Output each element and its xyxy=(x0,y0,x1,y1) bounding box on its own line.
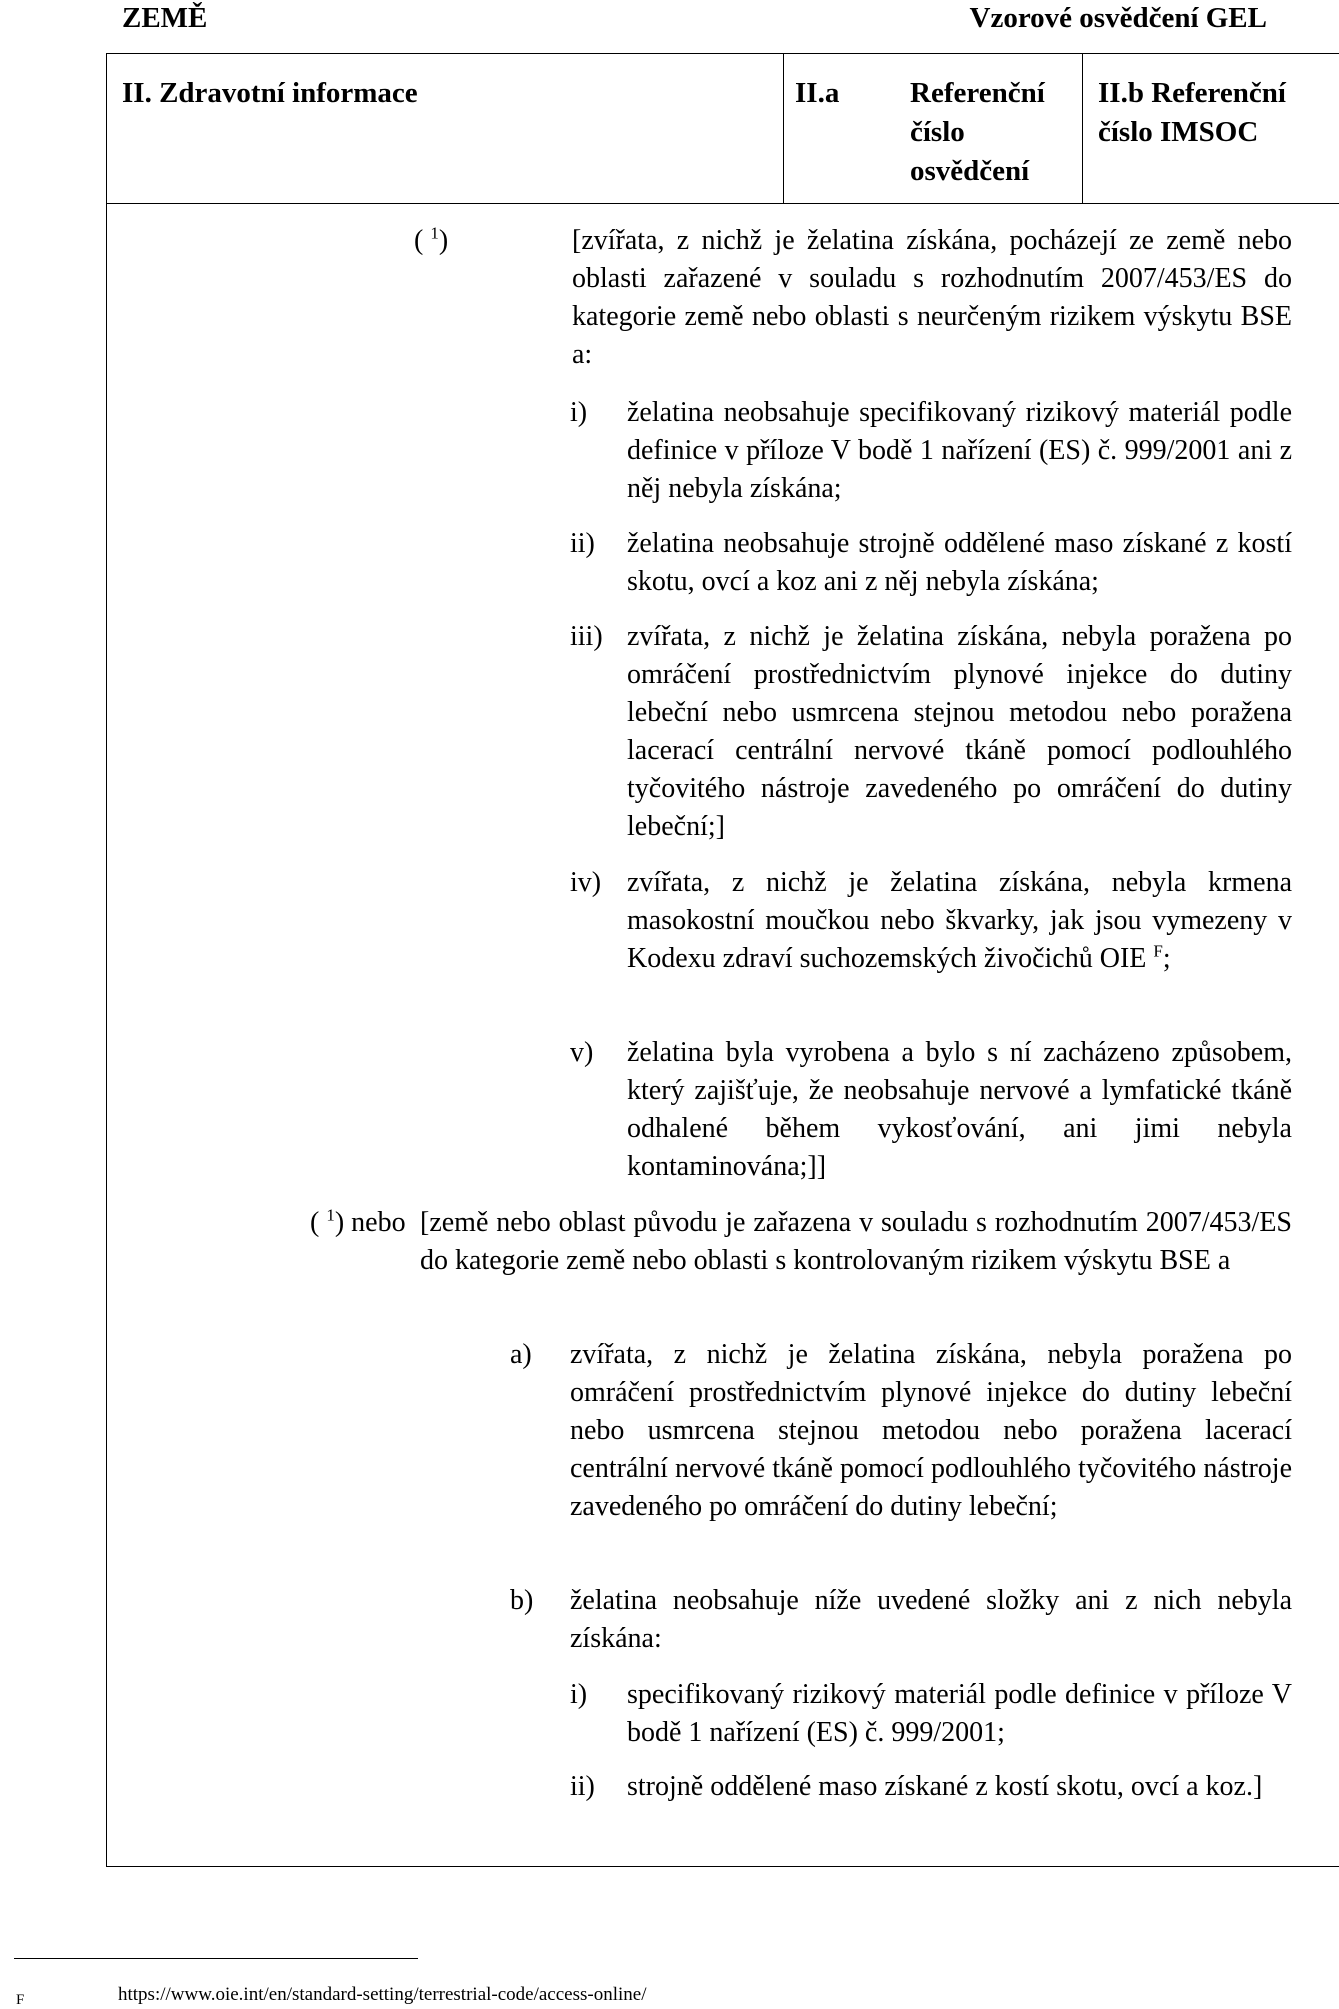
list-number: b) xyxy=(510,1585,534,1616)
table-header-divider xyxy=(106,203,1339,204)
list-item-text: želatina neobsahuje specifikovaný rizikový materiál podle definice v příloze V bodě 1 nařízení (ES) č. 999/2001 ani z něj nebyla získána; xyxy=(627,397,1292,504)
list-item-text: želatina byla vyrobena a bylo s ní zacházeno způsobem, který zajišťuje, že neobsahuje nervové a lymfatické tkáně odhalené během vykosťování, ani jimi nebyla kontaminována;]] xyxy=(627,1037,1292,1182)
footnote-separator xyxy=(14,1958,418,1959)
imsoc-ref-heading: II.b Referenční číslo IMSOC xyxy=(1098,77,1286,148)
list-number: i) xyxy=(570,397,588,428)
section2-intro: [země nebo oblast původu je zařazena v souladu s rozhodnutím 2007/453/ES do kategorie země nebo oblasti s kontrolovaným rizikem výskytu BSE a xyxy=(420,1207,1292,1276)
table-top-border xyxy=(106,53,1339,54)
footnote-link[interactable]: https://www.oie.int/en/standard-setting/terrestrial-code/access-online/ xyxy=(118,1984,647,2005)
list-number: ii) xyxy=(570,528,595,559)
list-item-text: specifikovaný rizikový materiál podle definice v příloze V bodě 1 nařízení (ES) č. 999/2001; xyxy=(627,1679,1292,1748)
option-marker: ( $^1$) nebo xyxy=(310,1205,406,1238)
section1-intro: [zvířata, z nichž je želatina získána, pocházejí ze země nebo oblasti zařazené v souladu s rozhodnutím 2007/453/ES do kategorie země nebo oblasti s neurčeným rizikem výskytu BSE a: xyxy=(572,225,1292,370)
list-number: iv) xyxy=(570,867,602,898)
list-item-text: strojně oddělené maso získané z kostí skotu, ovcí a koz.] xyxy=(627,1771,1263,1802)
list-number: ii) xyxy=(570,1771,595,1802)
ref-number-prefix: II.a xyxy=(795,77,840,109)
list-item-text: želatina neobsahuje níže uvedené složky ani z nich nebyla získána: xyxy=(570,1585,1292,1654)
table-bottom-border xyxy=(106,1866,1339,1867)
list-item-text: želatina neobsahuje strojně oddělené maso získané z kostí skotu, ovcí a koz ani z něj nebyla získána; xyxy=(627,528,1292,597)
health-info-heading: II. Zdravotní informace xyxy=(122,77,418,109)
certificate-title: Vzorové osvědčení GEL xyxy=(969,2,1267,34)
list-item-text: zvířata, z nichž je želatina získána, nebyla poražena po omráčení prostřednictvím plynové injekce do dutiny lebeční nebo usmrcena stejnou metodou nebo poražena lacerací centrální nervové tkáně pomocí podlouhlého tyčovitého nástroje zavedeného po omráčení do dutiny lebeční; xyxy=(570,1339,1292,1522)
option-marker: ( $^1$) xyxy=(414,223,449,256)
list-number: i) xyxy=(570,1679,588,1710)
country-label: ZEMĚ xyxy=(122,2,208,34)
footnote-mark: F xyxy=(16,1992,25,2008)
list-item-text: zvířata, z nichž je želatina získána, nebyla krmena masokostní moučkou nebo škvarky, jak jsou vymezeny v Kodexu zdraví suchozemských živočichů OIE $^F$; xyxy=(627,867,1292,974)
list-item-text: zvířata, z nichž je želatina získána, nebyla poražena po omráčení prostřednictvím plynové injekce do dutiny lebeční nebo usmrcena stejnou metodou nebo poražena lacerací centrální nervové tkáně pomocí podlouhlého tyčovitého nástroje zavedeného po omráčení do dutiny lebeční;] xyxy=(627,621,1292,842)
list-number: a) xyxy=(510,1339,532,1370)
table-left-border xyxy=(106,53,107,1867)
certificate-ref-heading: Referenční číslo osvědčení xyxy=(910,77,1045,187)
table-column-divider xyxy=(1082,53,1083,203)
list-number: v) xyxy=(570,1037,594,1068)
list-number: iii) xyxy=(570,621,603,652)
table-column-divider xyxy=(783,53,784,203)
